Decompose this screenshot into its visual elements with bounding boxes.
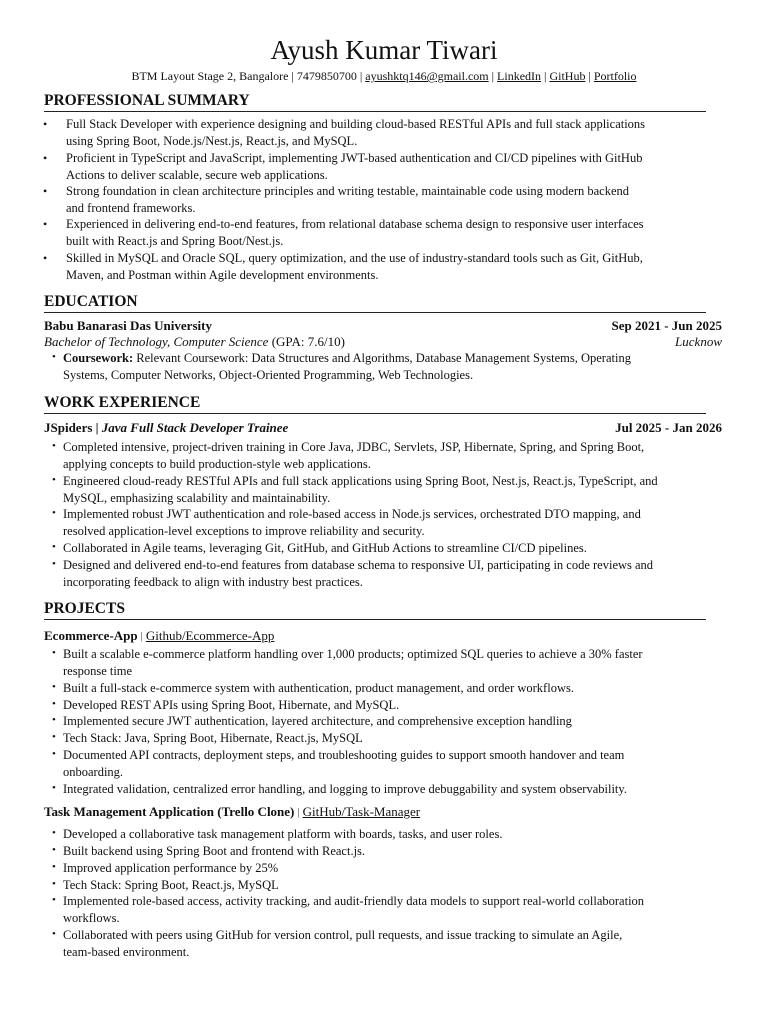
bullet-text: Engineered cloud-ready RESTful APIs and full stack applications using Spring Boot, Nest.js, React.js, TypeScript, and xyxy=(63,474,658,488)
project-item xyxy=(52,646,723,679)
bullet-mark: • xyxy=(52,861,56,873)
bullet-text: Implemented role-based access, activity tracking, and audit-friendly data models to support real-world collaboration xyxy=(63,894,645,908)
project-name: Ecommerce-App xyxy=(44,628,138,643)
bullet-text: Built backend using Spring Boot and frontend with React.js. xyxy=(63,844,366,858)
bullet-text: Full Stack Developer with experience designing and building cloud-based RESTful APIs and full stack applications xyxy=(66,117,646,131)
bullet-text: Collaborated in Agile teams, leveraging Git, GitHub, and GitHub Actions to streamline CI/CD pipelines. xyxy=(63,541,587,555)
bullet-text: response time xyxy=(63,663,133,678)
bullet-text: Tech Stack: Spring Boot, React.js, MySQL xyxy=(63,878,279,892)
bullet-mark: • xyxy=(52,731,56,743)
bullet-mark: • xyxy=(52,647,56,659)
bullet-text: Built a scalable e-commerce platform handling over 1,000 products; optimized SQL queries to achieve a 30% faster xyxy=(63,647,643,661)
bullet-mark: • xyxy=(43,217,48,231)
candidate-name: Ayush Kumar Tiwari xyxy=(270,35,498,65)
project-link[interactable]: Github/Ecommerce-App xyxy=(145,628,275,643)
gpa: (GPA: 7.6/10) xyxy=(268,334,345,349)
project-item xyxy=(52,877,723,894)
linkedin-link[interactable]: LinkedIn xyxy=(497,69,542,83)
bullet-text: team-based environment. xyxy=(63,944,190,959)
portfolio-link[interactable]: Portfolio xyxy=(593,69,637,83)
experience-item xyxy=(52,557,723,590)
coursework-item: • Coursework: Relevant Coursework: Data Structures and Algorithms, Database Management Systems, Operating Systems, Computer Networks, Object-Oriented Programming, Web Technologies. xyxy=(52,351,631,382)
bullet-mark: • xyxy=(52,474,56,486)
summary-item xyxy=(43,150,724,183)
section-heading-education: EDUCATION xyxy=(44,292,706,313)
experience-item xyxy=(52,540,723,557)
project-item xyxy=(52,697,723,714)
bullet-text: Experienced in delivering end-to-end features, from relational database schema design to responsive user interfaces xyxy=(66,217,644,231)
project-link[interactable]: GitHub/Task-Manager xyxy=(302,804,421,819)
bullet-text: using Spring Boot, Node.js/Nest.js, React.js, and MySQL. xyxy=(66,133,358,148)
project-item xyxy=(52,893,723,926)
bullet-mark: • xyxy=(52,681,56,693)
bullet-text: applying concepts to build production-style web applications. xyxy=(63,456,371,471)
summary-item xyxy=(43,250,724,283)
summary-item xyxy=(43,116,724,149)
bullet-mark: • xyxy=(52,894,56,906)
section-heading-experience: WORK EXPERIENCE xyxy=(44,393,706,414)
degree: Bachelor of Technology, Computer Science xyxy=(44,334,269,349)
address: BTM Layout Stage 2, Bangalore xyxy=(131,69,289,83)
bullet-text: Actions to deliver scalable, secure web applications. xyxy=(66,167,328,182)
bullet-text: Integrated validation, centralized error handling, and logging to improve debuggability and system observability. xyxy=(63,782,627,796)
bullet-text: Maven, and Postman within Agile development environments. xyxy=(66,267,379,282)
summary-item xyxy=(43,183,724,216)
bullet-text: incorporating feedback to align with industry best practices. xyxy=(63,574,363,589)
bullet-text: Implemented secure JWT authentication, layered architecture, and comprehensive exception handling xyxy=(63,714,572,728)
resume-page: Ayush Kumar Tiwari BTM Layout Stage 2, Bangalore | 7479850700 | ayushktq146@gmail.com | LinkedIn | GitHub | Portfolio PROFESSIONAL SUMMARY • Full Stack Developer with experience designing and building cloud-based RESTful APIs and full stack applications using Spring Boot, Node.js/Nest.js, React.js, and MySQL. • Proficient in TypeScript and JavaScript, implementing JWT-based authentication and CI/CD pipelines with GitHub Actions to deliver scalable, secure web applications. • Strong foundation in clean architecture principles and writing testable, maintainable code using modern backend and frontend frameworks. • Experienced in delivering end-to-end features, from relational database schema design to responsive user interfaces built with React.js and Spring Boot/Nest.js. • Skilled in MySQL and Oracle SQL, query optimization, and the use of industry-standard tools such as Git, GitHub, Maven, and Postman within Agile development environments. EDUCATION Babu Banarasi Das University Sep 2021 - Jun 2025 Bachelor of Technology, Computer Science (GPA: 7.6/10) Lucknow • Coursework: Relevant Coursework: Data Structures and Algorithms, Database Management Systems, Operating Systems, Computer Networks, Object-Oriented Programming, Web Technologies. WORK EXPERIENCE JSpiders | Java Full Stack Developer Trainee Jul 2025 - Jan 2026 • Completed intensive, project-driven training in Core Java, JDBC, Servlets, JSP, Hibernate, Spring, and Spring Boot, applying concepts to build production-style web applications. • Engineered cloud-ready RESTful APIs and full stack applications using Spring Boot, Nest.js, React.js, TypeScript, and MySQL, emphasizing scalability and maintainability. • Implemented robust JWT authentication and role-based access in Node.js services, orchestrated DTO mapping, and resolved application-level exceptions to improve reliability and security. • Collaborated in Agile teams, leveraging Git, GitHub, and GitHub Actions to streamline CI/CD pipelines. • Designed and delivered end-to-end features from database schema to responsive UI, participating in code reviews and incorporating feedback to align with industry best practices. PROJECTS Ecommerce-App | Github/Ecommerce-App • Built a scalable e-commerce platform handling over 1,000 products; optimized SQL queries to achieve a 30% faster response time • Built a full-stack e-commerce system with authentication, product management, and order workflows. • Developed REST APIs using Spring Boot, Hibernate, and MySQL. • Implemented secure JWT authentication, layered architecture, and comprehensive exception handling • Tech Stack: Java, Spring Boot, Hibernate, React.js, MySQL • Documented API contracts, deployment steps, and troubleshooting guides to support smooth handover and team onboarding. • Integrated validation, centralized error handling, and logging to improve debuggability and system observability. Task Management Application (Trello Clone) | GitHub/Task-Manager • Developed a collaborative task management platform with boards, tasks, and user roles. • Built backend using Spring Boot and frontend with React.js. • Improved application performance by 25% • Tech Stack: Spring Boot, React.js, MySQL • Implemented role-based access, activity tracking, and audit-friendly data models to support real-world collaboration workflows. • Collaborated with peers using GitHub for version control, pull requests, and issue tracking to simulate an Agile, team-based environment. xyxy=(0,0,768,1024)
bullet-text: Completed intensive, project-driven training in Core Java, JDBC, Servlets, JSP, Hibernate, Spring, and Spring Boot, xyxy=(63,440,645,454)
email-link[interactable]: ayushktq146@gmail.com xyxy=(365,69,489,83)
bullet-mark: • xyxy=(52,827,56,839)
experience-item xyxy=(52,473,723,506)
github-link[interactable]: GitHub xyxy=(549,69,586,83)
bullet-mark: • xyxy=(52,878,56,890)
project-item xyxy=(52,747,723,780)
bullet-text: Developed REST APIs using Spring Boot, Hibernate, and MySQL. xyxy=(63,698,400,712)
project-item xyxy=(52,927,723,960)
section-heading-summary: PROFESSIONAL SUMMARY xyxy=(44,91,706,112)
bullet-text: Implemented robust JWT authentication and role-based access in Node.js services, orchestrated DTO mapping, and xyxy=(63,507,641,521)
bullet-mark: • xyxy=(43,251,48,265)
section-heading-projects: PROJECTS xyxy=(44,599,706,620)
education-location: Lucknow xyxy=(675,334,722,349)
bullet-text: Tech Stack: Java, Spring Boot, Hibernate, React.js, MySQL xyxy=(63,731,363,745)
bullet-text: and frontend frameworks. xyxy=(66,200,196,215)
school-name: Babu Banarasi Das University xyxy=(44,318,212,333)
bullet-text: built with React.js and Spring Boot/Nest.js. xyxy=(66,233,284,248)
bullet-text: Built a full-stack e-commerce system with authentication, product management, and order workflows. xyxy=(63,681,574,695)
bullet-mark: • xyxy=(43,151,48,165)
bullet-mark: • xyxy=(43,117,48,131)
experience-item xyxy=(52,506,723,539)
bullet-mark: • xyxy=(52,507,56,519)
bullet-text: Collaborated with peers using GitHub for version control, pull requests, and issue tracking to simulate an Agile, xyxy=(63,928,623,942)
education-dates: Sep 2021 - Jun 2025 xyxy=(611,318,722,333)
project-name: Task Management Application (Trello Clone) xyxy=(44,804,295,819)
job-role: Java Full Stack Developer Trainee xyxy=(101,420,289,435)
bullet-mark: • xyxy=(52,748,56,760)
bullet-text: onboarding. xyxy=(63,764,124,779)
coursework-label: Coursework: xyxy=(63,351,134,365)
company-name: JSpiders xyxy=(44,420,93,435)
bullet-mark: • xyxy=(52,440,56,452)
bullet-text: Strong foundation in clean architecture principles and writing testable, maintainable code using modern backend xyxy=(66,184,630,198)
project-item xyxy=(52,843,723,860)
bullet-mark: • xyxy=(52,558,56,570)
bullet-mark: • xyxy=(43,184,48,198)
bullet-text: resolved application-level exceptions to improve reliability and security. xyxy=(63,523,425,538)
project-item xyxy=(52,860,723,877)
bullet-mark: • xyxy=(52,698,56,710)
bullet-mark: • xyxy=(52,928,56,940)
bullet-mark: • xyxy=(52,844,56,856)
project-item xyxy=(52,781,723,798)
experience-item xyxy=(52,439,723,472)
bullet-text: Improved application performance by 25% xyxy=(63,861,279,875)
bullet-text: Skilled in MySQL and Oracle SQL, query optimization, and the use of industry-standard tools such as Git, GitHub, xyxy=(66,251,643,265)
bullet-text: Documented API contracts, deployment steps, and troubleshooting guides to support smooth handover and team xyxy=(63,748,625,762)
contact-line: BTM Layout Stage 2, Bangalore | 7479850700 | ayushktq146@gmail.com | LinkedIn | GitHub | Portfolio xyxy=(131,69,637,83)
bullet-mark: • xyxy=(52,714,56,726)
bullet-mark: • xyxy=(52,782,56,794)
phone: 7479850700 xyxy=(296,69,357,83)
project-item xyxy=(52,713,723,730)
summary-item xyxy=(43,216,724,249)
bullet-mark: • xyxy=(52,541,56,553)
project-item xyxy=(52,826,723,843)
project-item xyxy=(52,730,723,747)
bullet-text: Developed a collaborative task management platform with boards, tasks, and user roles. xyxy=(63,827,503,841)
bullet-text: workflows. xyxy=(63,910,120,925)
bullet-text: Proficient in TypeScript and JavaScript, implementing JWT-based authentication and CI/CD pipelines with GitHub xyxy=(66,151,643,165)
bullet-text: Designed and delivered end-to-end features from database schema to responsive UI, participating in code reviews and xyxy=(63,558,654,572)
project-item xyxy=(52,680,723,697)
bullet-text: MySQL, emphasizing scalability and maintainability. xyxy=(63,490,331,505)
job-dates: Jul 2025 - Jan 2026 xyxy=(615,420,722,435)
